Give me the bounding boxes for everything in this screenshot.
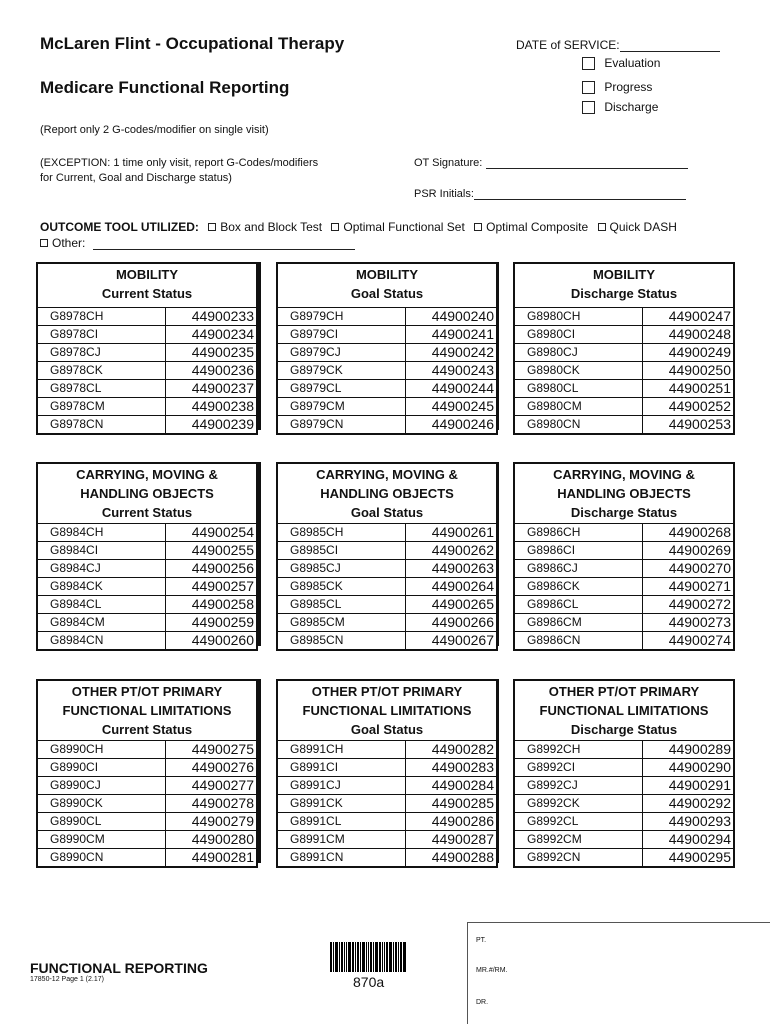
table-row (515, 831, 733, 849)
charge-code: 44900275 (191, 741, 254, 757)
g-code: G8980CK (515, 362, 643, 379)
g-code: G8984CH (38, 524, 166, 541)
psr-initials (414, 188, 686, 200)
g-code: G8980CJ (515, 344, 643, 361)
visit-type-progress[interactable] (582, 80, 652, 94)
charge-code: 44900260 (191, 632, 254, 648)
note-exception-line2: for Current, Goal and Discharge status) (40, 172, 232, 184)
ot-signature (414, 157, 688, 169)
table-heading-line2: FUNCTIONAL LIMITATIONS (539, 703, 709, 718)
table-row (278, 326, 496, 344)
table-row (38, 759, 256, 777)
table-row (38, 398, 256, 416)
charge-code: 44900239 (191, 416, 254, 432)
table-subheading: Discharge Status (570, 286, 678, 301)
note-exception-line1: (EXCEPTION: 1 time only visit, report G-Codes/modifiers (40, 157, 319, 169)
g-code: G8984CJ (38, 560, 166, 577)
g-code: G8990CK (38, 795, 166, 812)
charge-code: 44900288 (431, 849, 494, 865)
table-heading: MOBILITY (355, 267, 419, 282)
table-subheading: Discharge Status (570, 505, 678, 520)
table-subheading: Goal Status (350, 286, 424, 301)
table-row (515, 380, 733, 398)
table-heading-line2: FUNCTIONAL LIMITATIONS (62, 703, 232, 718)
charge-code: 44900244 (431, 380, 494, 396)
table-row (278, 416, 496, 433)
charge-code: 44900249 (668, 344, 731, 360)
psr-initials-field[interactable] (474, 199, 686, 200)
charge-code: 44900238 (191, 398, 254, 414)
org-title: McLaren Flint - Occupational Therapy (40, 34, 345, 53)
table-row (38, 849, 256, 866)
g-code: G8992CN (515, 849, 643, 866)
table-row (38, 578, 256, 596)
g-code: G8978CH (38, 308, 166, 325)
table-row (515, 398, 733, 416)
charge-code: 44900274 (668, 632, 731, 648)
charge-code: 44900295 (668, 849, 731, 865)
g-code: G8979CN (278, 416, 406, 433)
table-row (278, 614, 496, 632)
charge-code: 44900242 (431, 344, 494, 360)
charge-code: 44900261 (431, 524, 494, 540)
charge-code: 44900255 (191, 542, 254, 558)
charge-code: 44900256 (191, 560, 254, 576)
g-code: G8980CL (515, 380, 643, 397)
psr-initials-label: PSR Initials: (414, 188, 474, 200)
g-code: G8986CL (515, 596, 643, 613)
table-row (278, 596, 496, 614)
table-row (278, 578, 496, 596)
outcome-other-line (34, 236, 355, 250)
charge-code: 44900290 (668, 759, 731, 775)
table-row (38, 813, 256, 831)
carrying-current-table (36, 462, 258, 651)
table-row (278, 380, 496, 398)
g-code: G8991CM (278, 831, 406, 848)
charge-code: 44900273 (668, 614, 731, 630)
table-row (515, 578, 733, 596)
table-row (515, 524, 733, 542)
table-row (515, 416, 733, 433)
discharge-checkbox[interactable] (582, 101, 595, 114)
g-code: G8985CK (278, 578, 406, 595)
other-label: Other: (52, 236, 86, 250)
table-heading: CARRYING, MOVING & (76, 467, 218, 482)
evaluation-label: Evaluation (604, 56, 661, 70)
table-row (515, 759, 733, 777)
charge-code: 44900287 (431, 831, 494, 847)
g-code: G8991CH (278, 741, 406, 758)
g-code: G8984CI (38, 542, 166, 559)
date-of-service-field[interactable] (620, 51, 720, 52)
other-checkbox[interactable] (40, 239, 48, 247)
barcode (330, 942, 407, 972)
charge-code: 44900262 (431, 542, 494, 558)
table-row (38, 831, 256, 849)
g-code: G8990CM (38, 831, 166, 848)
table-subheading: Goal Status (350, 505, 424, 520)
column-separator (258, 462, 261, 646)
charge-code: 44900291 (668, 777, 731, 793)
table-row (38, 362, 256, 380)
g-code: G8985CH (278, 524, 406, 541)
table-row (515, 795, 733, 813)
mobility-current-table (36, 262, 258, 435)
charge-code: 44900235 (191, 344, 254, 360)
table-row (278, 362, 496, 380)
optimal-functional-label: Optimal Functional Set (343, 220, 465, 234)
table-row (38, 416, 256, 433)
charge-code: 44900277 (191, 777, 254, 793)
charge-code: 44900293 (668, 813, 731, 829)
date-of-service-label: DATE of SERVICE: (516, 38, 620, 52)
table-row (515, 849, 733, 866)
quick-dash-label: Quick DASH (609, 220, 677, 234)
table-row (515, 362, 733, 380)
table-heading: MOBILITY (592, 267, 656, 282)
charge-code: 44900281 (191, 849, 254, 865)
charge-code: 44900280 (191, 831, 254, 847)
g-code: G8984CK (38, 578, 166, 595)
visit-type-evaluation[interactable] (582, 56, 660, 70)
optimal-composite-checkbox[interactable] (474, 223, 482, 231)
charge-code: 44900253 (668, 416, 731, 432)
g-code: G8979CL (278, 380, 406, 397)
charge-code: 44900279 (191, 813, 254, 829)
g-code: G8992CH (515, 741, 643, 758)
charge-code: 44900263 (431, 560, 494, 576)
charge-code: 44900254 (191, 524, 254, 540)
g-code: G8984CN (38, 632, 166, 649)
charge-code: 44900233 (191, 308, 254, 324)
charge-code: 44900248 (668, 326, 731, 342)
table-row (38, 614, 256, 632)
charge-code: 44900284 (431, 777, 494, 793)
table-row (278, 398, 496, 416)
table-row (38, 344, 256, 362)
mobility-discharge-table (513, 262, 735, 435)
table-row (38, 777, 256, 795)
table-row (515, 596, 733, 614)
charge-code: 44900258 (191, 596, 254, 612)
charge-code: 44900271 (668, 578, 731, 594)
table-heading: OTHER PT/OT PRIMARY (311, 684, 463, 699)
table-row (38, 632, 256, 649)
g-code: G8990CN (38, 849, 166, 866)
table-row (515, 344, 733, 362)
table-subheading: Discharge Status (570, 722, 678, 737)
charge-code: 44900294 (668, 831, 731, 847)
g-code: G8991CN (278, 849, 406, 866)
g-code: G8985CJ (278, 560, 406, 577)
progress-checkbox[interactable] (582, 81, 595, 94)
charge-code: 44900246 (431, 416, 494, 432)
g-code: G8992CK (515, 795, 643, 812)
g-code: G8985CI (278, 542, 406, 559)
charge-code: 44900243 (431, 362, 494, 378)
table-row (38, 741, 256, 759)
g-code: G8990CL (38, 813, 166, 830)
barcode-text: 870a (353, 974, 385, 990)
g-code: G8979CM (278, 398, 406, 415)
g-code: G8980CN (515, 416, 643, 433)
discharge-label: Discharge (604, 100, 659, 114)
footer-title: FUNCTIONAL REPORTING (30, 960, 208, 976)
g-code: G8980CM (515, 398, 643, 415)
table-row (515, 813, 733, 831)
table-row (278, 813, 496, 831)
g-code: G8986CK (515, 578, 643, 595)
table-row (278, 849, 496, 866)
g-code: G8991CL (278, 813, 406, 830)
table-heading-line2: HANDLING OBJECTS (320, 486, 454, 501)
table-row (38, 596, 256, 614)
mr-rm-label: MR.#/RM. (476, 967, 508, 974)
optimal-composite-label: Optimal Composite (486, 220, 589, 234)
evaluation-checkbox[interactable] (582, 57, 595, 70)
charge-code: 44900234 (191, 326, 254, 342)
outcome-tool-line (40, 220, 677, 234)
charge-code: 44900265 (431, 596, 494, 612)
other-field[interactable] (93, 249, 355, 250)
g-code: G8990CI (38, 759, 166, 776)
charge-code: 44900252 (668, 398, 731, 414)
table-row (515, 614, 733, 632)
form-number: 17850-12 Page 1 (2.17) (30, 976, 104, 983)
table-heading: CARRYING, MOVING & (316, 467, 458, 482)
g-code: G8980CH (515, 308, 643, 325)
g-code: G8978CI (38, 326, 166, 343)
table-row (278, 524, 496, 542)
g-code: G8978CM (38, 398, 166, 415)
charge-code: 44900251 (668, 380, 731, 396)
table-row (278, 759, 496, 777)
table-subheading: Current Status (101, 505, 193, 520)
charge-code: 44900259 (191, 614, 254, 630)
charge-code: 44900285 (431, 795, 494, 811)
charge-code: 44900245 (431, 398, 494, 414)
table-heading: OTHER PT/OT PRIMARY (548, 684, 700, 699)
box-block-label: Box and Block Test (220, 220, 323, 234)
table-row (278, 795, 496, 813)
g-code: G8991CK (278, 795, 406, 812)
note-single-visit: (Report only 2 G-codes/modifier on single visit) (40, 124, 269, 136)
table-row (515, 560, 733, 578)
g-code: G8979CK (278, 362, 406, 379)
g-code: G8986CM (515, 614, 643, 631)
g-code: G8986CJ (515, 560, 643, 577)
charge-code: 44900292 (668, 795, 731, 811)
charge-code: 44900267 (431, 632, 494, 648)
g-code: G8990CH (38, 741, 166, 758)
g-code: G8985CL (278, 596, 406, 613)
charge-code: 44900241 (431, 326, 494, 342)
table-row (38, 542, 256, 560)
table-heading: OTHER PT/OT PRIMARY (71, 684, 223, 699)
other-limitations-discharge-table (513, 679, 735, 868)
carrying-goal-table (276, 462, 498, 651)
table-row (278, 344, 496, 362)
form-title: Medicare Functional Reporting (40, 78, 290, 97)
table-heading: MOBILITY (115, 267, 179, 282)
ot-signature-label: OT Signature: (414, 157, 483, 169)
carrying-discharge-table (513, 462, 735, 651)
g-code: G8978CK (38, 362, 166, 379)
quick-dash-checkbox[interactable] (598, 223, 606, 231)
charge-code: 44900282 (431, 741, 494, 757)
charge-code: 44900283 (431, 759, 494, 775)
other-limitations-goal-table (276, 679, 498, 868)
table-row (515, 632, 733, 649)
table-row (38, 560, 256, 578)
charge-code: 44900268 (668, 524, 731, 540)
g-code: G8992CJ (515, 777, 643, 794)
table-row (278, 741, 496, 759)
date-of-service (516, 38, 720, 52)
charge-code: 44900266 (431, 614, 494, 630)
charge-code: 44900272 (668, 596, 731, 612)
table-heading-line2: HANDLING OBJECTS (557, 486, 691, 501)
g-code: G8985CM (278, 614, 406, 631)
g-code: G8980CI (515, 326, 643, 343)
g-code: G8992CI (515, 759, 643, 776)
column-separator (258, 679, 261, 863)
box-block-checkbox[interactable] (208, 223, 216, 231)
charge-code: 44900270 (668, 560, 731, 576)
patient-label-box (467, 922, 770, 1024)
g-code: G8986CN (515, 632, 643, 649)
charge-code: 44900237 (191, 380, 254, 396)
mobility-goal-table (276, 262, 498, 435)
g-code: G8979CH (278, 308, 406, 325)
charge-code: 44900264 (431, 578, 494, 594)
charge-code: 44900250 (668, 362, 731, 378)
charge-code: 44900289 (668, 741, 731, 757)
progress-label: Progress (604, 80, 653, 94)
table-heading: CARRYING, MOVING & (553, 467, 695, 482)
table-row (38, 795, 256, 813)
g-code: G8985CN (278, 632, 406, 649)
table-row (278, 831, 496, 849)
charge-code: 44900247 (668, 308, 731, 324)
g-code: G8984CL (38, 596, 166, 613)
charge-code: 44900269 (668, 542, 731, 558)
table-row (38, 380, 256, 398)
table-row (278, 542, 496, 560)
dr-label: DR. (476, 999, 489, 1006)
table-row (38, 524, 256, 542)
table-row (515, 308, 733, 326)
g-code: G8986CH (515, 524, 643, 541)
ot-signature-field[interactable] (486, 168, 688, 169)
table-row (515, 741, 733, 759)
g-code: G8978CN (38, 416, 166, 433)
table-row (278, 632, 496, 649)
other-limitations-current-table (36, 679, 258, 868)
table-subheading: Current Status (101, 722, 193, 737)
visit-type-discharge[interactable] (582, 100, 658, 114)
g-code: G8991CJ (278, 777, 406, 794)
g-code: G8992CM (515, 831, 643, 848)
g-code: G8979CJ (278, 344, 406, 361)
table-row (515, 326, 733, 344)
column-separator (258, 262, 261, 430)
g-code: G8991CI (278, 759, 406, 776)
g-code: G8978CJ (38, 344, 166, 361)
table-row (278, 560, 496, 578)
g-code: G8984CM (38, 614, 166, 631)
table-row (38, 326, 256, 344)
pt-label: PT. (476, 937, 487, 944)
charge-code: 44900240 (431, 308, 494, 324)
charge-code: 44900276 (191, 759, 254, 775)
table-row (38, 308, 256, 326)
table-row (278, 777, 496, 795)
table-subheading: Current Status (101, 286, 193, 301)
table-row (515, 542, 733, 560)
g-code: G8978CL (38, 380, 166, 397)
g-code: G8979CI (278, 326, 406, 343)
table-heading-line2: HANDLING OBJECTS (80, 486, 214, 501)
g-code: G8986CI (515, 542, 643, 559)
charge-code: 44900236 (191, 362, 254, 378)
charge-code: 44900286 (431, 813, 494, 829)
table-row (278, 308, 496, 326)
charge-code: 44900257 (191, 578, 254, 594)
table-heading-line2: FUNCTIONAL LIMITATIONS (302, 703, 472, 718)
outcome-tool-label: OUTCOME TOOL UTILIZED: (40, 220, 199, 234)
charge-code: 44900278 (191, 795, 254, 811)
g-code: G8992CL (515, 813, 643, 830)
table-subheading: Goal Status (350, 722, 424, 737)
optimal-functional-checkbox[interactable] (331, 223, 339, 231)
g-code: G8990CJ (38, 777, 166, 794)
table-row (515, 777, 733, 795)
